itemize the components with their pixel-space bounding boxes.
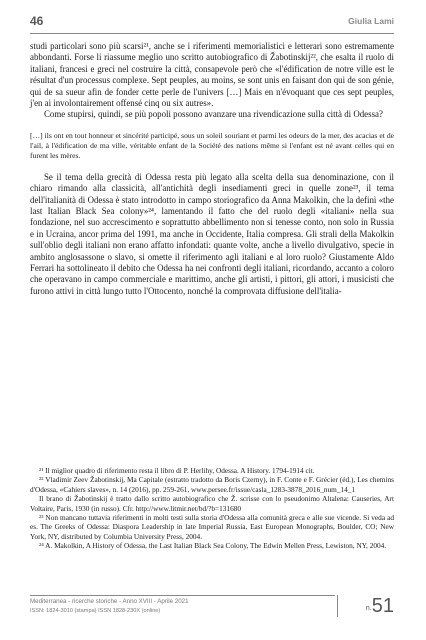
paragraph-2: Come stupirsi, quindi, se più popoli possono avanzare una rivendicazione sulla città di Odessa?	[44, 109, 383, 120]
footnote-22-continued: Il brano di Žabotinskij è tratto dallo scritto autobiografico che Ž. scrisse con lo pseudonimo Altalena: Causeries, Art Voltaire, Paris, 1930 (in russo). Cfr. http://www.litmir.net/bd/?b=131680	[30, 494, 394, 513]
issn-line: ISSN: 1824-3010 (stampa) ISSN 1828-230X (online)	[30, 608, 161, 614]
header-rule	[30, 33, 394, 34]
footnote-24: ²⁴ A. Makolkin, A History of Odessa, the Last Italian Black Sea Colony, The Edwin Mellen Press, Lewiston, NY, 2004.	[39, 541, 387, 551]
footnotes	[30, 466, 394, 551]
document-page	[30, 0, 394, 640]
journal-title: Mediterranea - ricerche storiche - Anno XVIII - Aprile 2021	[30, 598, 189, 605]
block-quote: […] ils ont en tout honneur et sincérité participé, sous un soleil souriant et parmi les odeurs de la mer, des acacias et de l'ail, à l'édification de ma ville, véritable enfant de la Société des nations même si l'enfant est né avant celles qui en furent les mères.	[30, 130, 394, 161]
page-number: 46	[30, 14, 44, 28]
running-header	[30, 14, 394, 28]
footer-rule	[30, 595, 335, 596]
folio-number: 51	[371, 595, 394, 617]
paragraph-1: studi particolari sono più scarsi²¹, anche se i riferimenti memorialistici e letterari sono estremamente abbondanti. Forse li riassume meglio uno scritto autobiografico di Žabotinskij²², che esalta il ruolo di italiani, francesi e greci nel costruire la città, consapevole però che «l'édification de notre ville est le résultat d'un processus complexe. Sept peuples, au moins, se sont unis en faisant don qui de son génie, qui de sa sueur afin de fonder cette perle de l'univers […] Mais en n'évoquant que ces sept peuples, j'en ai involontairement offensé cinq ou six autres».	[30, 41, 394, 109]
body-text	[30, 41, 394, 297]
folio-divider	[337, 595, 338, 617]
footnote-23: ²³ Non mancano tuttavia riferimenti in molti testi sulla storia d'Odessa alla comunità greca e alle sue vicende. Si veda ad es. The Greeks of Odessa: Diaspora Leadership in late Imperial Russia, East European Monographs, Boulder, CO; New York, NY, distributed by Columbia University Press, 2004.	[30, 513, 394, 541]
issue-folio	[366, 595, 394, 618]
paragraph-3: Se il tema della grecità di Odessa resta più legato alla scelta della sua denominazione, con il chiaro rimando alla classicità, all'antichità degli insediamenti greci in quelle zone²³, il tema dell'italianità di Odessa è stato introdotto in campo storiografico da Anna Makolkin, che la definì «the last Italian Black Sea colony»²⁴, lamentando il fatto che del ruolo degli «italiani» nella sua fondazione, nel suo accrescimento e soprattutto abbellimento non si tenesse conto, non solo in Russia e in Ucraina, ancor prima del 1991, ma anche in Occidente, Italia compresa. Gli strali della Makolkin sull'oblio degli italiani non erano affatto infondati: quante volte, anche a livello divulgativo, specie in ambito anglosassone o slavo, si omette il riferimento agli italiani e al loro ruolo? Giustamente Aldo Ferrari ha sottolineato il debito che Odessa ha nei confronti degli italiani, ricordando, accanto a coloro che operavano in campo commerciale e marittimo, anche gli artisti, i pittori, gli attori, i musicisti che furono attivi in città lungo tutto l'Ottocento, nonché la comprovata diffusione dell'italia-	[30, 171, 394, 296]
footnote-21: ²¹ Il miglior quadro di riferimento resta il libro di P. Herlihy, Odessa. A History. 1794-1914 cit.	[39, 466, 315, 475]
folio-prefix: n.	[365, 605, 372, 612]
footnote-22: ²² Vladimir Zeev Žabotinskij, Ma Capitale (estratto tradotto da Boris Czerny), in F. Conte e F. Grécier (éd.), Les chemins d'Odessa, «Cahiers slaves», n. 14 (2016), pp. 259-261, www.persee.fr/issue/casla_1283-3878_2016_num_14_1	[30, 475, 394, 494]
running-author: Giulia Lami	[348, 16, 394, 26]
